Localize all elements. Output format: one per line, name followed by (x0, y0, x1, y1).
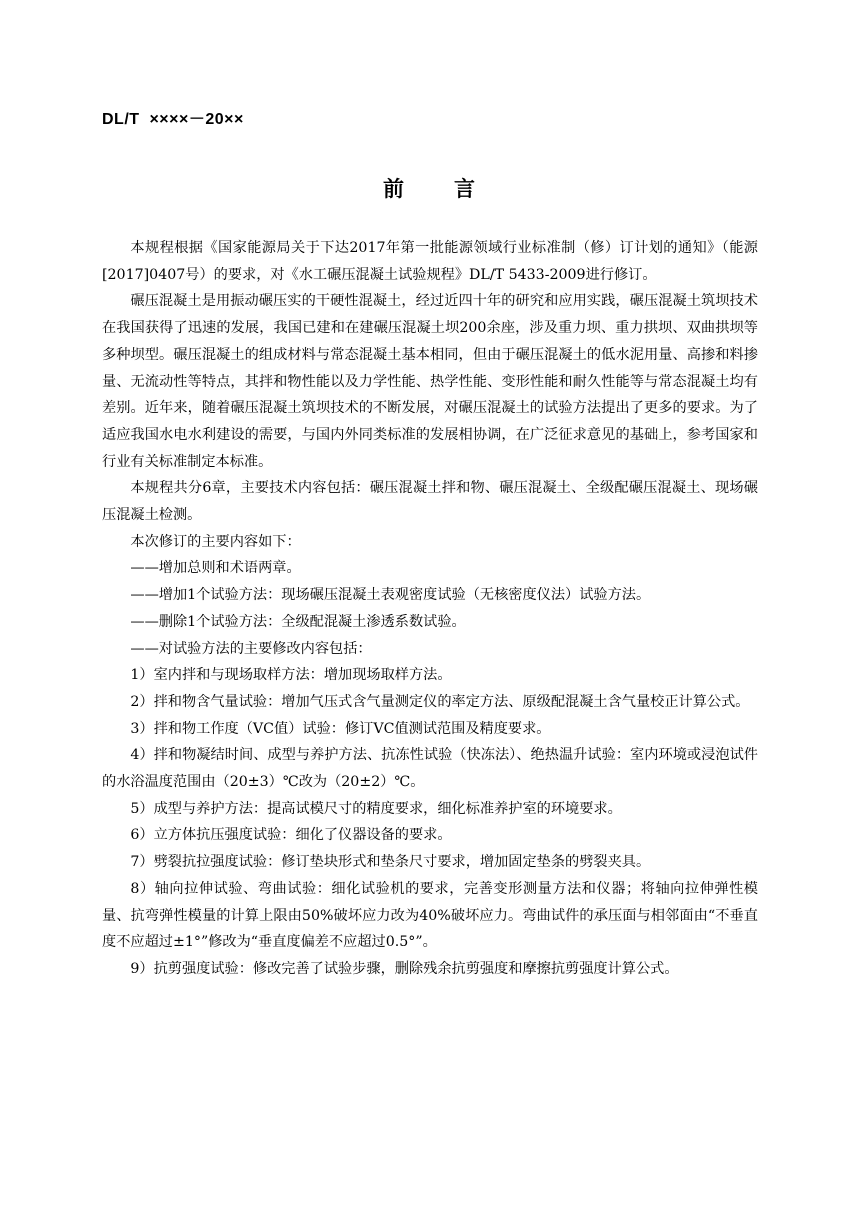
numbered-item: 3）拌和物工作度（VC值）试验：修订VC值测试范围及精度要求。 (130, 720, 551, 737)
paragraph-revision-intro: 本次修订的主要内容如下： (130, 533, 301, 550)
numbered-item: 2）拌和物含气量试验：增加气压式含气量测定仪的率定方法、原级配混凝土含气量校正计算公式。 (130, 693, 750, 710)
title-char-1: 前 (383, 177, 406, 201)
list-item: ——增加1个试验方法：现场碾压混凝土表观密度试验（无核密度仪法）试验方法。 (130, 587, 651, 604)
paragraph-basis: 本规程根据《国家能源局关于下达2017年第一批能源领域行业标准制（修）订计划的通知》（能源[2017]0407号）的要求，对《水工碾压混凝土试验规程》DL/T 5433-2009进行修订。 (102, 240, 758, 283)
numbered-item: 7）劈裂抗拉强度试验：修订垫块形式和垫条尺寸要求，增加固定垫条的劈裂夹具。 (130, 854, 651, 871)
page-title (0, 173, 860, 203)
numbered-item: 1）室内拌和与现场取样方法：增加现场取样方法。 (130, 667, 452, 684)
title-char-2: 言 (454, 177, 477, 201)
numbered-item: 6）立方体抗压强度试验：细化了仪器设备的要求。 (130, 827, 452, 844)
preface-body (102, 235, 758, 983)
list-item: ——删除1个试验方法：全级配混凝土渗透系数试验。 (130, 613, 466, 630)
list-item: ——增加总则和术语两章。 (130, 560, 301, 577)
numbered-item: 9）抗剪强度试验：修改完善了试验步骤，删除残余抗剪强度和摩擦抗剪强度计算公式。 (130, 960, 679, 977)
numbered-item: 8）轴向拉伸试验、弯曲试验：细化试验机的要求，完善变形测量方法和仪器；将轴向拉伸弹性模量、抗弯弹性模量的计算上限由50%破坏应力改为40%破坏应力。弯曲试件的承压面与相邻面由“不垂直度不应超过±1°”修改为“垂直度偏差不应超过0.5°”。 (102, 880, 758, 951)
paragraph-chapters: 本规程共分6章，主要技术内容包括：碾压混凝土拌和物、碾压混凝土、全级配碾压混凝土、现场碾压混凝土检测。 (102, 480, 758, 524)
numbered-item: 5）成型与养护方法：提高试模尺寸的精度要求，细化标准养护室的环境要求。 (130, 800, 622, 817)
paragraph-background: 碾压混凝土是用振动碾压实的干硬性混凝土，经过近四十年的研究和应用实践，碾压混凝土筑坝技术在我国获得了迅速的发展，我国已建和在建碾压混凝土坝200余座，涉及重力坝、重力拱坝、双曲拱坝等多种坝型。碾压混凝土的组成材料与常态混凝土基本相同，但由于碾压混凝土的低水泥用量、高掺和料掺量、无流动性等特点，其拌和物性能以及力学性能、热学性能、变形性能和耐久性能等与常态混凝土均有差别。近年来，随着碾压混凝土筑坝技术的不断发展，对碾压混凝土的试验方法提出了更多的要求。为了适应我国水电水利建设的需要，与国内外同类标准的发展相协调，在广泛征求意见的基础上，参考国家和行业有关标准制定本标准。 (102, 293, 758, 470)
list-item: ——对试验方法的主要修改内容包括： (130, 640, 372, 657)
numbered-item: 4）拌和物凝结时间、成型与养护方法、抗冻性试验（快冻法）、绝热温升试验：室内环境或浸泡试件的水浴温度范围由（20±3）℃改为（20±2）℃。 (102, 747, 758, 791)
standard-code-header: DL/T ××××－20×× (102, 111, 244, 128)
